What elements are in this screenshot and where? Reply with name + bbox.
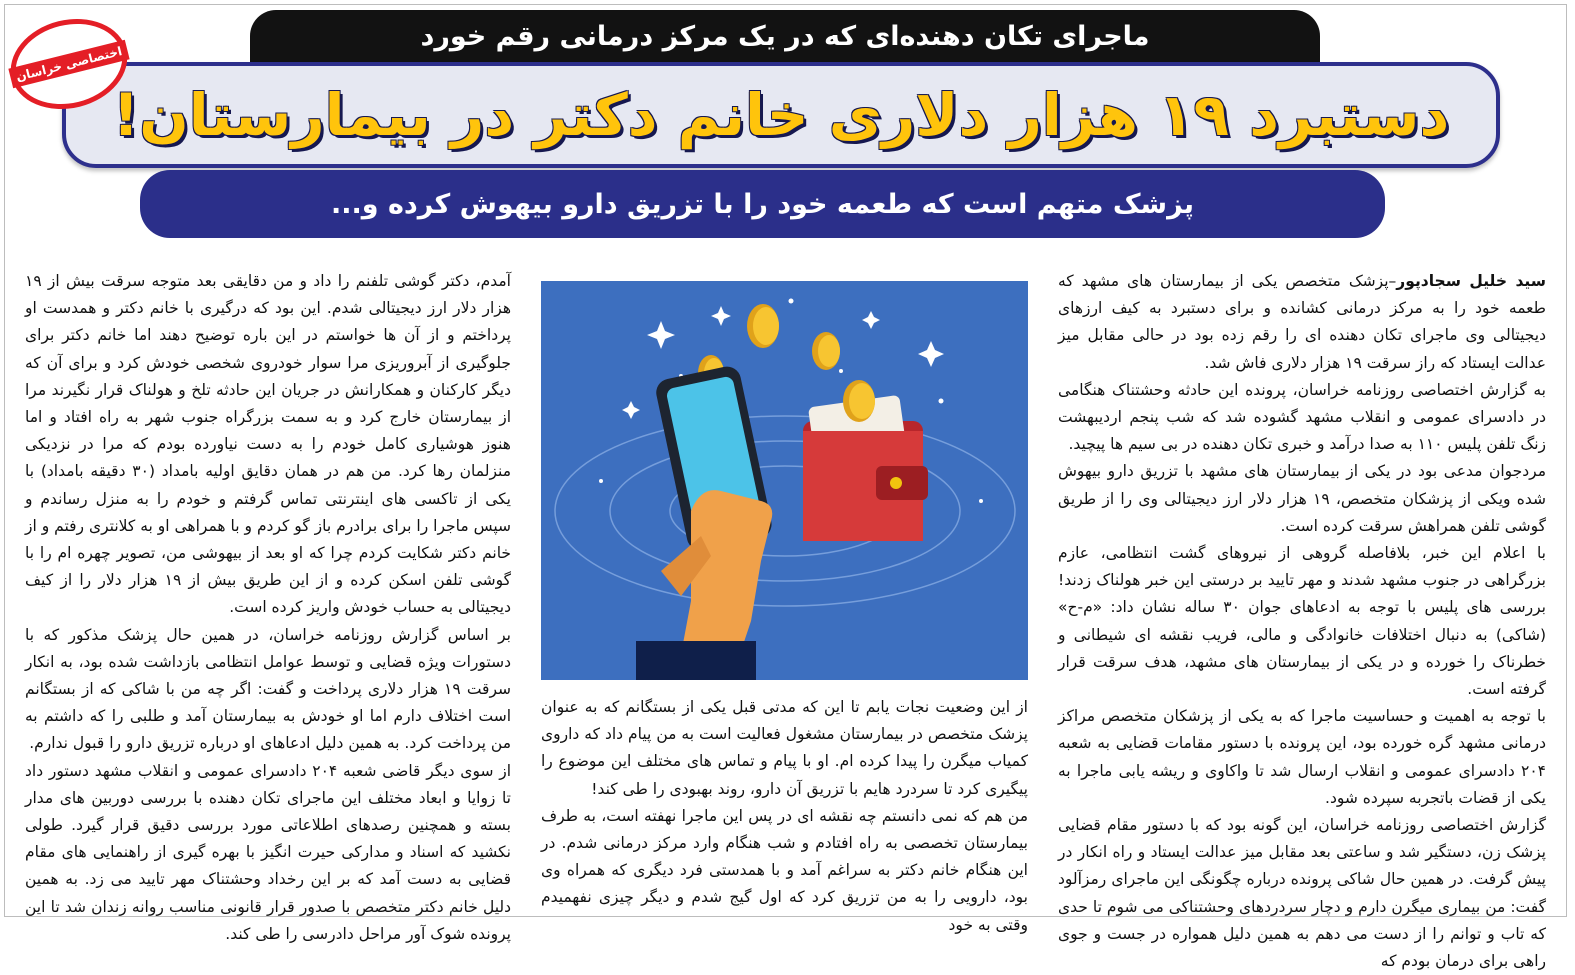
article-column-left [25,268,511,948]
article-illustration [541,281,1028,680]
headline-title: دستبرد ۱۹ هزار دلاری خانم دکتر در بیمارستان! [112,81,1450,149]
headline-subtitle: پزشک متهم است که طعمه خود را با تزریق دارو بیهوش کرده و... [140,170,1385,238]
article-paragraph: به گزارش اختصاصی روزنامه خراسان، پرونده این حادثه وحشتناک هنگامی در دادسرای عمومی و انقلاب مشهد گشوده شد که شب پنجم اردیبهشت زنگ تلفن پلیس ۱۱۰ به صدا درآمد و خبری تکان دهنده در بی سیم ها پیچید. [1058,380,1546,454]
article-paragraph: از این وضعیت نجات یابم تا این که مدتی قبل یکی از بستگانم که به عنوان پزشک متخصص در بیمارستان مشغول فعالیت است به من پیام داد که داروی کمیاب میگرن را پیدا کرده ام. او با پیام و تماس های مختلف این موضوع را پیگیری کرد تا سردرد هایم با تزریق آن دارو، روند بهبودی را طی کند! [541,698,1028,798]
article-paragraph: آمدم، دکتر گوشی تلفنم را داد و من دقایقی بعد متوجه سرقت بیش از ۱۹ هزار دلار ارز دیجیتالی شدم. این بود که درگیری با خانم دکتر و همدست او پرداختم و از آن ها خواستم در این باره توضیح دهند اما خانم دکتر برای جلوگیری از آبروریزی مرا سوار خودروی شخصی خودش کرد و برای آن که دیگر کارکنان و همکارانش در جریان این حادثه تلخ و هولناک قرار نگیرند مرا از بیمارستان خارج کرد و به سمت بزرگراه جنوب شهر به راه افتاد و اما هنوز هوشیاری کامل خودم را به دست نیاورده بودم که مرا در نزدیکی منزلمان رها کرد. من هم در همان دقایق اولیه بامداد (۳۰ دقیقه بامداد) با یکی از تاکسی های اینترنتی تماس گرفتم و خودم را به منزل رساندم و سپس ماجرا را برای برادرم باز گو کردم و با همراهی او به کلانتری رفتم و از خانم دکتر شکایت کردم چرا که او بعد از بیهوشی من، تصویر چهره ام را با گوشی تلفن اسکن کرده و از این طریق بیش از ۱۹ هزار دلار را از کیف دیجیتالی به حساب خودش واریز کرده است. [25,272,511,617]
article-paragraph: با اعلام این خبر، بلافاصله گروهی از نیروهای گشت انتظامی، عازم بزرگراهی در جنوب مشهد شدند و مهر تایید بر درستی این خبر هولناک زدند! بررسی های پلیس با توجه به ادعاهای جوان ۳۰ ساله نشان داد: «م-ح» (شاکی) به دنبال اختلافات خانوادگی و مالی، فریب نقشه ای شیطانی و خطرناک را خورده و در یکی از بیمارستان های مشهد، هدف سرقت قرار گرفته است. [1058,544,1546,699]
author-name: سید خلیل سجادپور [1396,272,1546,290]
headline-kicker: ماجرای تکان دهنده‌ای که در یک مرکز درمانی رقم خورد [250,10,1320,62]
exclusive-stamp-label: اختصاصی خراسان [8,40,130,89]
article-column-right [1058,268,1546,975]
article-paragraph: من هم که نمی دانستم چه نقشه ای در پس این ماجرا نهفته است، به طرف بیمارستان تخصصی به راه افتادم و شب هنگام وارد مرکز درمانی شدم. در این هنگام خانم دکتر به سراغم آمد و با همدستی فرد دیگری که همراه وی بود، دارویی را به من تزریق کرد که اول گیج شدم و دیگر چیزی نفهمیدم وقتی به خود [541,806,1028,934]
article-paragraph: مردجوان مدعی بود در یکی از بیمارستان های مشهد با تزریق دارو بیهوش شده ویکی از پزشکان متخصص، ۱۹ هزار دلار ارز دیجیتالی وی را از طریق گوشی تلفن همراهش سرقت کرده است. [1058,462,1546,535]
article-paragraph: گزارش اختصاصی روزنامه خراسان، این گونه بود که با دستور مقام قضایی پزشک زن، دستگیر شد و ساعتی بعد مقابل میز عدالت ایستاد و راه انکار در پیش گرفت. در همین حال شاکی پرونده درباره چگونگی این ماجرای رمزآلود گفت: من بیماری میگرن دارم و دچار سردردهای وحشتناکی می شوم تا حدی که تاب و توانم را از دست می دهم به همین دلیل همواره در جست و جوی راهی برای درمان بودم که [1058,816,1546,971]
illustration-svg [541,281,1028,680]
headline-title-band [62,62,1500,168]
article-paragraph: بر اساس گزارش روزنامه خراسان، در همین حال پزشک مذکور که با دستورات ویژه قضایی و توسط عوامل انتظامی بازداشت شده بود، به انکار سرقت ۱۹ هزار دلاری پرداخت و گفت: اگر چه من با شاکی که از بستگانم است اختلاف دارم اما او خودش به بیمارستان آمد و طلبی را که داشتم به من پرداخت کرد. به همین دلیل ادعاهای او درباره تزریق دارو را قبول ندارم. [25,625,511,753]
hand-icon [636,490,772,680]
article-paragraph: سید خلیل سجادپور–پزشک متخصص یکی از بیمارستان های مشهد که طعمه خود را به مرکز درمانی کشانده و برای دستبرد به کیف ارزهای دیجیتالی وی ماجرای تکان دهنده ای را رقم زده بود در حالی مقابل میز عدالت ایستاد که راز سرقت ۱۹ هزار دلاری فاش شد. [1058,272,1546,372]
article-paragraph: با توجه به اهمیت و حساسیت ماجرا که به یکی از پزشکان متخصص مراکز درمانی مشهد گره خورده بود، این پرونده با دستور مقامات قضایی به شعبه ۲۰۴ دادسرای عمومی و انقلاب ارسال شد تا واکاوی و ریشه یابی ماجرا به یکی از قضات باتجربه سپرده شود. [1058,707,1546,807]
article-column-middle [541,694,1028,939]
article-paragraph: از سوی دیگر قاضی شعبه ۲۰۴ دادسرای عمومی و انقلاب مشهد دستور داد تا زوایا و ابعاد مختلف این ماجرای تکان دهنده با بررسی دوربین های مدار بسته و همچنین رصدهای اطلاعاتی مورد بررسی دقیق قرار گیرد. طولی نکشید که اسناد و مدارکی حیرت انگیز با بهره گیری از راهنمایی های مقام قضایی به دست آمد که بر این رخداد وحشتناک مهر تایید می زد. به همین دلیل خانم دکتر متخصص با صدور قرار قانونی مناسب روانه زندان شد تا این پرونده شوک آور مراحل دادرسی را طی کند. [25,761,511,943]
orbit-rings-icon [555,416,1015,606]
